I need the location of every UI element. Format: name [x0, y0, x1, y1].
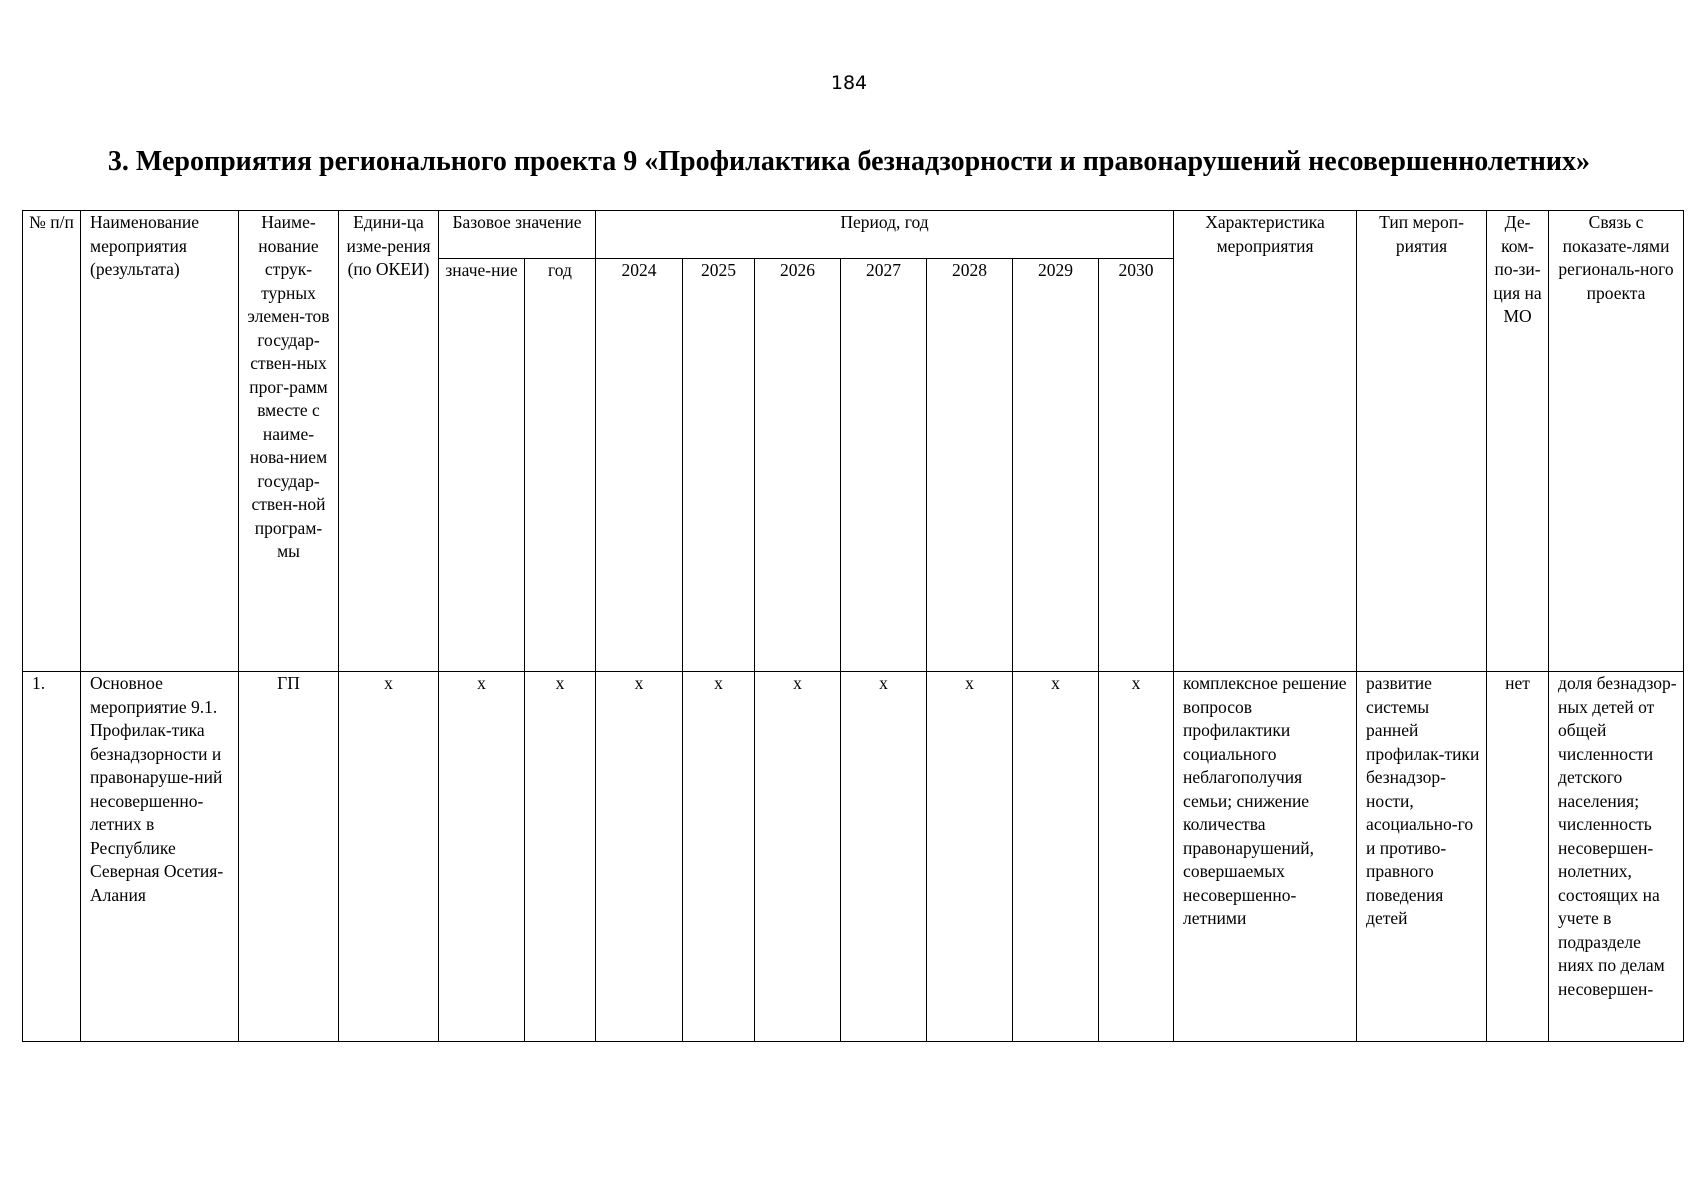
table-row [23, 672, 1684, 1042]
cell-decomposition: нет [1487, 672, 1549, 1042]
cell-unit: х [339, 672, 439, 1042]
header-num: № п/п [23, 211, 81, 672]
cell-2029: х [1013, 672, 1099, 1042]
header-year-2028: 2028 [927, 259, 1013, 672]
header-year-2027: 2027 [841, 259, 927, 672]
cell-name: Основное мероприятие 9.1. Профилак-тика безнадзорности и правонаруше-ний несовершенно-летних в Республике Северная Осетия-Алания [81, 672, 239, 1042]
header-row-1 [23, 211, 1684, 259]
cell-num: 1. [23, 672, 81, 1042]
header-year-2030: 2030 [1099, 259, 1174, 672]
cell-2024: х [596, 672, 683, 1042]
cell-base-year: х [525, 672, 596, 1042]
cell-base-value: х [439, 672, 525, 1042]
header-year-2026: 2026 [755, 259, 841, 672]
header-year-2024: 2024 [596, 259, 683, 672]
cell-2030: х [1099, 672, 1174, 1042]
cell-2028: х [927, 672, 1013, 1042]
header-characteristic: Характеристика мероприятия [1174, 211, 1357, 672]
header-year-2029: 2029 [1013, 259, 1099, 672]
events-table [22, 210, 1684, 1042]
header-year-2025: 2025 [683, 259, 755, 672]
cell-type: развитие системы ранней профилак-тики безнадзор-ности, асоциально-го и противо-правного поведения детей [1357, 672, 1487, 1042]
header-unit: Едини-ца изме-рения (по ОКЕИ) [339, 211, 439, 672]
cell-structure: ГП [239, 672, 339, 1042]
header-base: Базовое значение [439, 211, 596, 259]
header-base-value: значе-ние [439, 259, 525, 672]
page-title: 3. Мероприятия регионального проекта 9 «Профилактика безнадзорности и правонарушений несовершеннолетних» [107, 146, 1591, 177]
cell-characteristic: комплексное решение вопросов профилактики социального неблагополучия семьи; снижение количества правонарушений, совершаемых несовершенно-летними [1174, 672, 1357, 1042]
cell-link: доля безнадзор-ных детей от общей численности детского населения; численность несовершен-нолетних, состоящих на учете в подразделе ниях по делам несовершен- [1549, 672, 1684, 1042]
cell-2026: х [755, 672, 841, 1042]
header-structure: Наиме-нование струк-турных элемен-тов государ-ствен-ных прог-рамм вместе с наиме-нова-нием государ-ствен-ной програм-мы [239, 211, 339, 672]
header-base-year: год [525, 259, 596, 672]
header-type: Тип мероп-риятия [1357, 211, 1487, 672]
page-number: 184 [830, 72, 868, 94]
header-name: Наименование мероприятия (результата) [81, 211, 239, 672]
header-link: Связь с показате-лями региональ-ного проекта [1549, 211, 1684, 672]
cell-2027: х [841, 672, 927, 1042]
header-decomposition: Де-ком-по-зи-ция на МО [1487, 211, 1549, 672]
header-period: Период, год [596, 211, 1174, 259]
cell-2025: х [683, 672, 755, 1042]
